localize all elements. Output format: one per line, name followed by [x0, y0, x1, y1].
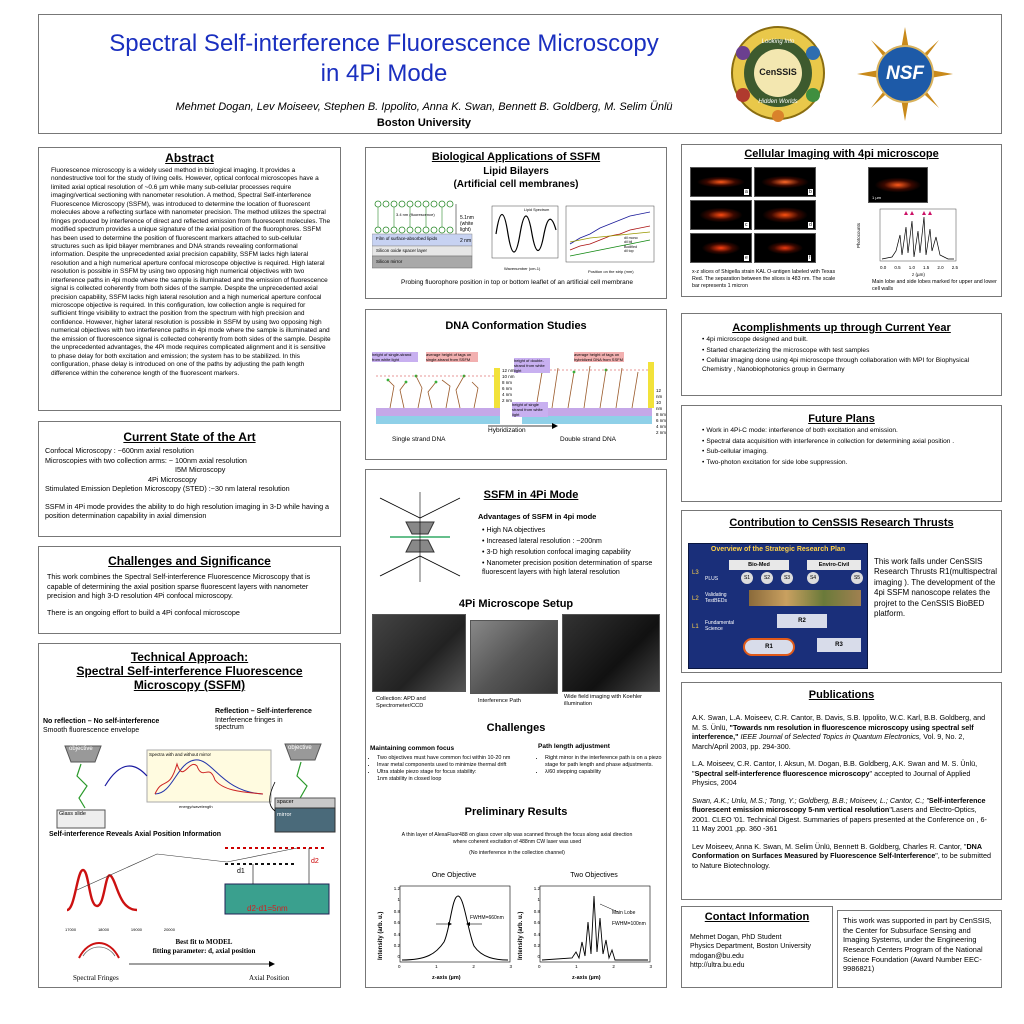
plot1-xlabel: z-axis (µm): [432, 975, 461, 981]
future-list: [682, 427, 1001, 467]
cell-profile-plot: [878, 207, 958, 267]
support-panel: [837, 910, 1002, 988]
fwhm1-label: FWHM=660nm: [470, 915, 504, 921]
fit-label: Best fit to MODEL fitting parameter: d, axial position: [152, 938, 256, 955]
ssfm4pi-heading: SSFM in 4Pi Mode: [483, 489, 579, 501]
prelim-plot-one: [386, 882, 518, 986]
plan-s-label: S3: [781, 572, 793, 584]
spacer-label: spacer: [277, 799, 294, 805]
setup-photo-interference: [470, 620, 558, 694]
plan-plus: PLUS: [705, 576, 719, 582]
publications-body: [682, 703, 1001, 870]
cell-image: [754, 167, 816, 197]
plan-title: Overview of the Strategic Research Plan: [710, 546, 846, 553]
support-text: This work was supported in part by CenSSIS, the Center for Subsurface Sensing and Imaging Systems, under the Engineering Research Centers Program of the National Science Foundation (Award Number EEC-9986821): [843, 916, 992, 974]
dna-label-double: height of double-strand from white light: [514, 358, 550, 373]
state-line: I5M Microscopy: [175, 465, 226, 474]
advantage-item: • High NA objectives: [482, 526, 662, 535]
no-reflection-bold: No reflection – No self-interference: [43, 718, 160, 725]
research-plan-chart: [688, 543, 868, 669]
plot2-yticks: 1.2 1 0.8 0.6 0.4 0.2 0: [533, 886, 540, 960]
future-panel: [681, 405, 1002, 502]
publication-item: A.K. Swan, L.A. Moiseev, C.R. Cantor, B. Davis, S.B. Ippolito, W.C. Karl, B.B. Goldberg, and M. S. Ünlü, "Towards nm resolution in fluorescence microscopy using spectral self interference," IEEE Journal of Selected Topics in Quantum Electronics, Vol. 9, No. 2, March/April 2003, pp. 294-300.: [692, 713, 986, 751]
publication-item: Swan, A.K.; Unlu, M.S.; Tong, Y.; Goldberg, B.B.; Moiseev, L.; Cantor, C.; "Self-interference fluorescent emission microscopy 5-nm vertical resolution"Lasers and Electro-Optics, 2001. CLEO '01. Technical Digest. Summaries of papers presented at the Conference on , 6-11 May 2001 ,pp. 360 -361: [692, 795, 987, 833]
ssfm4pi-panel: [365, 469, 667, 988]
state-line: Confocal Microscopy : ~600nm axial resolution: [45, 446, 194, 455]
censsis-panel: [681, 510, 1002, 673]
plan-s-label: S2: [761, 572, 773, 584]
cell-plot-xlabel: z (µm): [912, 272, 925, 277]
plan-fundamental: Fundamental Science: [705, 620, 735, 632]
advantages-heading: Advantages of SSFM in 4pi mode: [478, 512, 597, 521]
d-diff-label: d2-d1=5nm: [247, 904, 288, 913]
plan-biomed: Bio-Med: [729, 560, 789, 570]
abstract-heading: Abstract: [165, 151, 214, 165]
plan-r1: R1: [743, 638, 795, 656]
chal-left-list: • Two objectives must have common foci within 10-20 nm • Invar metal components used to minimize thermal drift • Ultra stable piezo stage for focus stability: 1nm stability in closed loop: [368, 755, 537, 783]
plot2-title: Two Objectives: [570, 872, 618, 879]
position-plot-xlabel: Position on the strip (mm): [588, 269, 634, 274]
fwhm2-label: FWHM=100nm: [612, 921, 646, 927]
website-link[interactable]: http://ultra.bu.edu: [690, 962, 745, 970]
plan-testbed-strip: [749, 590, 861, 606]
cell-image: [690, 200, 752, 230]
accomplishment-item: • Cellular imaging done using 4pi microscope through collaboration with MPI for Biophysical Chemistry , Nanobiophotonics group in Germany: [702, 357, 987, 374]
challenges-significance-heading: Challenges and Significance: [108, 554, 271, 568]
lipid-layer2: Silicon oxide spacer layer: [376, 248, 428, 253]
dna-panel: [365, 309, 667, 460]
lipid-spectrum-plot: [488, 204, 560, 266]
double-strand-label: Double strand DNA: [560, 436, 616, 443]
plan-enviro: Enviro-Civil: [807, 560, 861, 570]
accomplishments-panel: [681, 313, 1002, 396]
state-line: Microscopies with two collection arms: ~ 100nm axial resolution: [45, 455, 247, 465]
accomplishment-item: • Started characterizing the microscope with test samples: [702, 347, 987, 356]
abstract-panel: [38, 147, 341, 411]
cell-image: [754, 200, 816, 230]
contact-panel: [681, 906, 833, 988]
lipid-dim: 3.4 nm (fluorescence): [396, 212, 435, 217]
cell-plot-ylabel: Photocounts: [856, 222, 862, 249]
photo-caption: Collection: APD and Spectrometer/CCD: [376, 696, 426, 710]
plan-r2: R2: [777, 614, 827, 628]
plot1-yticks: 1.2 1 0.8 0.6 0.4 0.2 0: [393, 886, 400, 960]
hybridization-label: Hybridization: [488, 427, 526, 434]
position-plot: [562, 204, 658, 270]
x-ticks: 17000 18000 19000 20000: [65, 927, 175, 932]
cell-images: a b c d e f: [690, 167, 820, 267]
accomplishments-list: [682, 336, 1001, 374]
lipid-label2: 2 nm: [460, 238, 472, 244]
lipid-layer1: Film of surface-absorbed lipids: [376, 236, 438, 241]
bio-sub: Lipid Bilayers (Artificial cell membranes): [453, 166, 579, 190]
plot1-xticks: 0 1 2 3: [398, 964, 512, 969]
chal-right-list: • Right mirror in the interference path is on a piezo stage for path length and phase adjustments. • λ/60 stepping capability: [536, 755, 667, 776]
mainlobe-label: Main Lobe: [612, 910, 636, 916]
axial-position-diagram: [47, 840, 337, 924]
abstract-body: Fluorescence microscopy is a widely used method in biological imaging. It provides a nondestructive tool for the study of living cells. However, optical confocal microscopes have a limited axial optical resolution of ~0.6 µm while many sub-cellular processes require imaging/vertical sectioning with nanometer resolution. A method, Spectral Self-interference Fluorescence Microscopy (SSFM), was introduced to determine the location of fluorescent molecules above a reflecting surface with nanometer precision. The method utilizes the spectral fringes produced by interference of direct and reflected emission from fluorescent molecules. The modified spectrum provides a unique signature of the axial position of the fluorophores. SSFM has been used to determine the position of fluorescent markers attached to sub-cellular structures such as lipid bilayer membranes and DNA strands revealing conformational information. Despite the unprecedented axial precision capability, SSFM lacks high lateral resolution and a high numerical aperture confocal microscope objective is required. High lateral resolution is possible in SSFM by using two opposing high numerical objectives with two interference paths in 4pi mode where the sample is illuminated and the emission of fluorescence signal is collected coherently from both sides of the sample. Despite the unprecedented axial precision capability, SSFM lacks high lateral resolution and a high numerical aperture confocal microscope objective is required. In this configuration, low collection angle is required for sufficient fringe visibility to extract the position from the spectrum with high precision and confidence. However, higher lateral resolution is possible in SSFM by using two opposing high numerical objectives with two interference paths in 4pi mode where the sample is illuminated and the emission of fluorescence signal is collected coherently from both sides of the sample. Despite the unprecedented advantages, the 4Pi mode requires complicated alignment and it is sensitive to phase delay for both excitation and emission; the system has to be stabilized. In this configuration, phase delay is introduced on one of the paths by adjusting the path length difference within the coherence length of the fluorescent markers.: [51, 167, 331, 377]
email-link[interactable]: mdogan@bu.edu: [690, 952, 744, 960]
authors: Mehmet Dogan, Lev Moiseev, Stephen B. Ippolito, Anna K. Swan, Bennett B. Goldberg, M. Selim Ünlü: [175, 101, 673, 113]
publications-panel: [681, 682, 1002, 900]
poster-title: Spectral Self-interference Fluorescence Microscopy in 4Pi Mode: [109, 30, 659, 87]
state-line: Stimulated Emission Depletion Microscopy (STED) :~30 nm lateral resolution: [45, 484, 290, 493]
plan-r3: R3: [817, 638, 861, 652]
cellular-heading: Cellular Imaging with 4pi microscope: [744, 148, 939, 160]
significance-text: This work combines the Spectral Self-interference Fluorescence Microscopy that is capable of determining the axial position sparse fluorescent layers with nanometer precision and high 3-D resolution 4Pi confocal microscopy.: [47, 572, 311, 600]
objective-label: objective: [69, 746, 93, 752]
cell-plot-xticks: 0.0 0.5 1.0 1.5 2.0 2.5: [880, 265, 958, 270]
prelim-text: A thin layer of AlexaFluor488 on glass cover slip was scanned through the focus along axial direction where coherent excitation of 488nm CW laser was used: [401, 832, 633, 845]
axial-position-label: Axial Position: [249, 974, 290, 982]
accomplishments-heading: Acomplishments up through Current Year: [732, 322, 951, 334]
censsis-logo: Looking Into CenSSIS Hidden Worlds: [725, 23, 831, 123]
plan-s-label: S4: [807, 572, 819, 584]
prelim-heading: Preliminary Results: [464, 806, 568, 818]
plan-s-label: S1: [741, 572, 753, 584]
reveals-label: Self-interference Reveals Axial Position Information: [49, 831, 222, 838]
contact-body: Mehmet Dogan, PhD Student Physics Department, Boston University mdogan@bu.edu http://ultra.bu.edu: [682, 925, 832, 971]
state-line: SSFM in 4Pi mode provides the ability to do high resolution imaging in 3-D while having a position determination capability in axial dimension: [45, 501, 330, 520]
lipid-plot-xlabel: Wavenumber (cm-1): [504, 266, 541, 271]
future-item: • Spectral data acquisition with interference in collection for determining axial position .: [702, 438, 989, 447]
plot2-xlabel: z-axis (µm): [572, 975, 601, 981]
publication-item: Lev Moiseev, Anna K. Swan, M. Selim Ünlü, Bennett B. Goldberg, Charles R. Cantor, "DNA Conformation on Surfaces Measured by Fluorescence Self-Interference", to be submitted to Nature Biotechnology.: [692, 841, 991, 870]
position-plot-legend: dil mono dil bil Bodified dil top: [624, 236, 638, 254]
dna-label-single2: height of single strand from white light: [512, 402, 548, 417]
bio-caption: Probing fluorophore position in top or bottom leaflet of an artificial cell membrane: [401, 279, 633, 286]
glass-slide-label: Glass slide: [59, 811, 86, 817]
bio-panel: [365, 147, 667, 299]
dna-ticks-left: 12 nm 10 nm 8 nm 6 nm 4 nm 2 nm: [502, 368, 515, 403]
cell-scale: 1 µm: [872, 195, 881, 200]
lipid-label1: 5.1nm (white light): [460, 215, 474, 233]
challenges-heading: Challenges: [486, 722, 546, 734]
cell-image: [690, 233, 752, 263]
accomplishment-item: • 4pi microscope designed and built.: [702, 336, 987, 345]
dna-label-avg: average height of tags on single-strand from SSFM: [426, 352, 478, 362]
current-state-panel: [38, 421, 341, 537]
advantage-item: • 3-D high resolution confocal imaging capability: [482, 548, 662, 557]
challenges-significance-panel: [38, 546, 341, 634]
current-state-heading: Current State of the Art: [123, 430, 256, 444]
censsis-heading: Contribution to CenSSIS Research Thrusts: [729, 517, 954, 529]
chal-left-heading: Maintaining common focus: [370, 745, 455, 752]
header-panel: [38, 14, 1002, 134]
technical-panel: [38, 643, 341, 988]
plan-validating: Validating TestBEDs: [705, 592, 727, 604]
plot2-xticks: 0 1 2 3: [538, 964, 652, 969]
plot2-ylabel: Intensity (arb. u.): [518, 911, 524, 960]
plot1-title: One Objective: [431, 872, 477, 879]
plan-row-l2: L2: [692, 596, 699, 602]
setup-photo-widefield: [562, 614, 660, 692]
plot1-ylabel: Intensity (arb. u.): [378, 911, 384, 960]
advantage-item: • Nanometer precision position determination of sparse fluorescent layers with high lateral resolution: [482, 559, 662, 577]
affiliation: Boston University: [376, 117, 472, 129]
future-item: • Two-photon excitation for side lobe suppression.: [702, 459, 989, 468]
d1-label: d1: [237, 868, 245, 875]
future-item: • Sub-cellular imaging.: [702, 448, 989, 457]
plan-row-l1: L1: [692, 624, 699, 630]
future-heading: Future Plans: [808, 413, 875, 425]
lipid-plot-legend: Lipid Spectrum: [524, 208, 550, 212]
bio-heading: Biological Applications of SSFM: [431, 151, 601, 163]
chal-right-heading: Path length adjustment: [538, 743, 610, 750]
single-strand-label: Single strand DNA: [392, 436, 446, 443]
setup-heading: 4Pi Microscope Setup: [458, 598, 574, 610]
dna-label-single: height of single-strand from white light: [372, 352, 418, 362]
technical-heading: Technical Approach: Spectral Self-interference Fluorescence Microscopy (SSFM): [76, 650, 303, 692]
cellular-caption1: x-z slices of Shigella strain KAL O-antigen labeled with Texas Red. The separation between the slices is 483 nm. The scale bar represents 1 micron: [692, 269, 836, 289]
no-reflection-text: Smooth fluorescence envelope: [43, 727, 140, 734]
contact-heading: Contact Information: [704, 911, 810, 923]
advantages-list: [482, 524, 662, 579]
dna-heading: DNA Conformation Studies: [445, 320, 587, 332]
cell-image: [690, 167, 752, 197]
cellular-caption2: Main lobe and side lobes marked for upper and lower cell walls: [872, 279, 997, 292]
plan-row-l3: L3: [692, 570, 699, 576]
cell-image: [754, 233, 816, 263]
significance-text: There is an ongoing effort to build a 4Pi confocal microscope: [47, 607, 240, 617]
reflection-text: Interference fringes in spectrum: [215, 717, 283, 731]
d2-label: d2: [311, 858, 319, 865]
plan-s-label: S5: [851, 572, 863, 584]
spectra-label: Spectra with and without mirror: [149, 752, 212, 757]
photo-caption: Wide field imaging with Koehler illumination: [564, 694, 643, 708]
nsf-logo: NSF: [855, 25, 955, 123]
state-line: 4Pi Microscopy: [148, 474, 197, 484]
publications-heading: Publications: [808, 689, 875, 701]
lipid-layer3: Silicon mirror: [376, 259, 403, 264]
setup-photo-collection: [372, 614, 466, 692]
dna-ticks-right: 12 nm 10 nm 8 nm 6 nm 4 nm 2 nm: [656, 388, 667, 435]
dna-label-avg2: average height of tags on hybridized DNA from SSFM: [574, 352, 623, 362]
censsis-text: This work falls under CenSSIS Research Thrusts R1(multispectral imaging ). The development of the 4pi SSFM nanoscope relates the projret to the CenSSIS BioBED platform.: [874, 557, 998, 618]
objective-label: objective: [288, 745, 312, 751]
cellular-panel: [681, 144, 1002, 297]
photo-caption: Interference Path: [478, 698, 521, 704]
prelim-plot-two: [526, 882, 658, 986]
reflection-bold: Reflection – Self-interference: [215, 708, 312, 715]
advantage-item: • Increased lateral resolution : ~200nm: [482, 537, 662, 546]
prelim-text2: (No interference in the collection channel): [469, 850, 565, 856]
future-item: • Work in 4Pi-C mode: interference of both excitation and emission.: [702, 427, 989, 436]
spectral-fringes-label: Spectral Fringes: [73, 974, 119, 982]
energy-label: energy/wavelength: [179, 804, 213, 809]
mirror-label: mirror: [277, 812, 292, 818]
publication-item: L.A. Moiseev, C.R. Cantor, I. Aksun, M. Dogan, B.B. Goldberg, A.K. Swan and M. S. Ünlü, "Spectral self-interference fluorescence microscopy" accepted to Journal of Applied Physics, 2004: [692, 759, 978, 787]
